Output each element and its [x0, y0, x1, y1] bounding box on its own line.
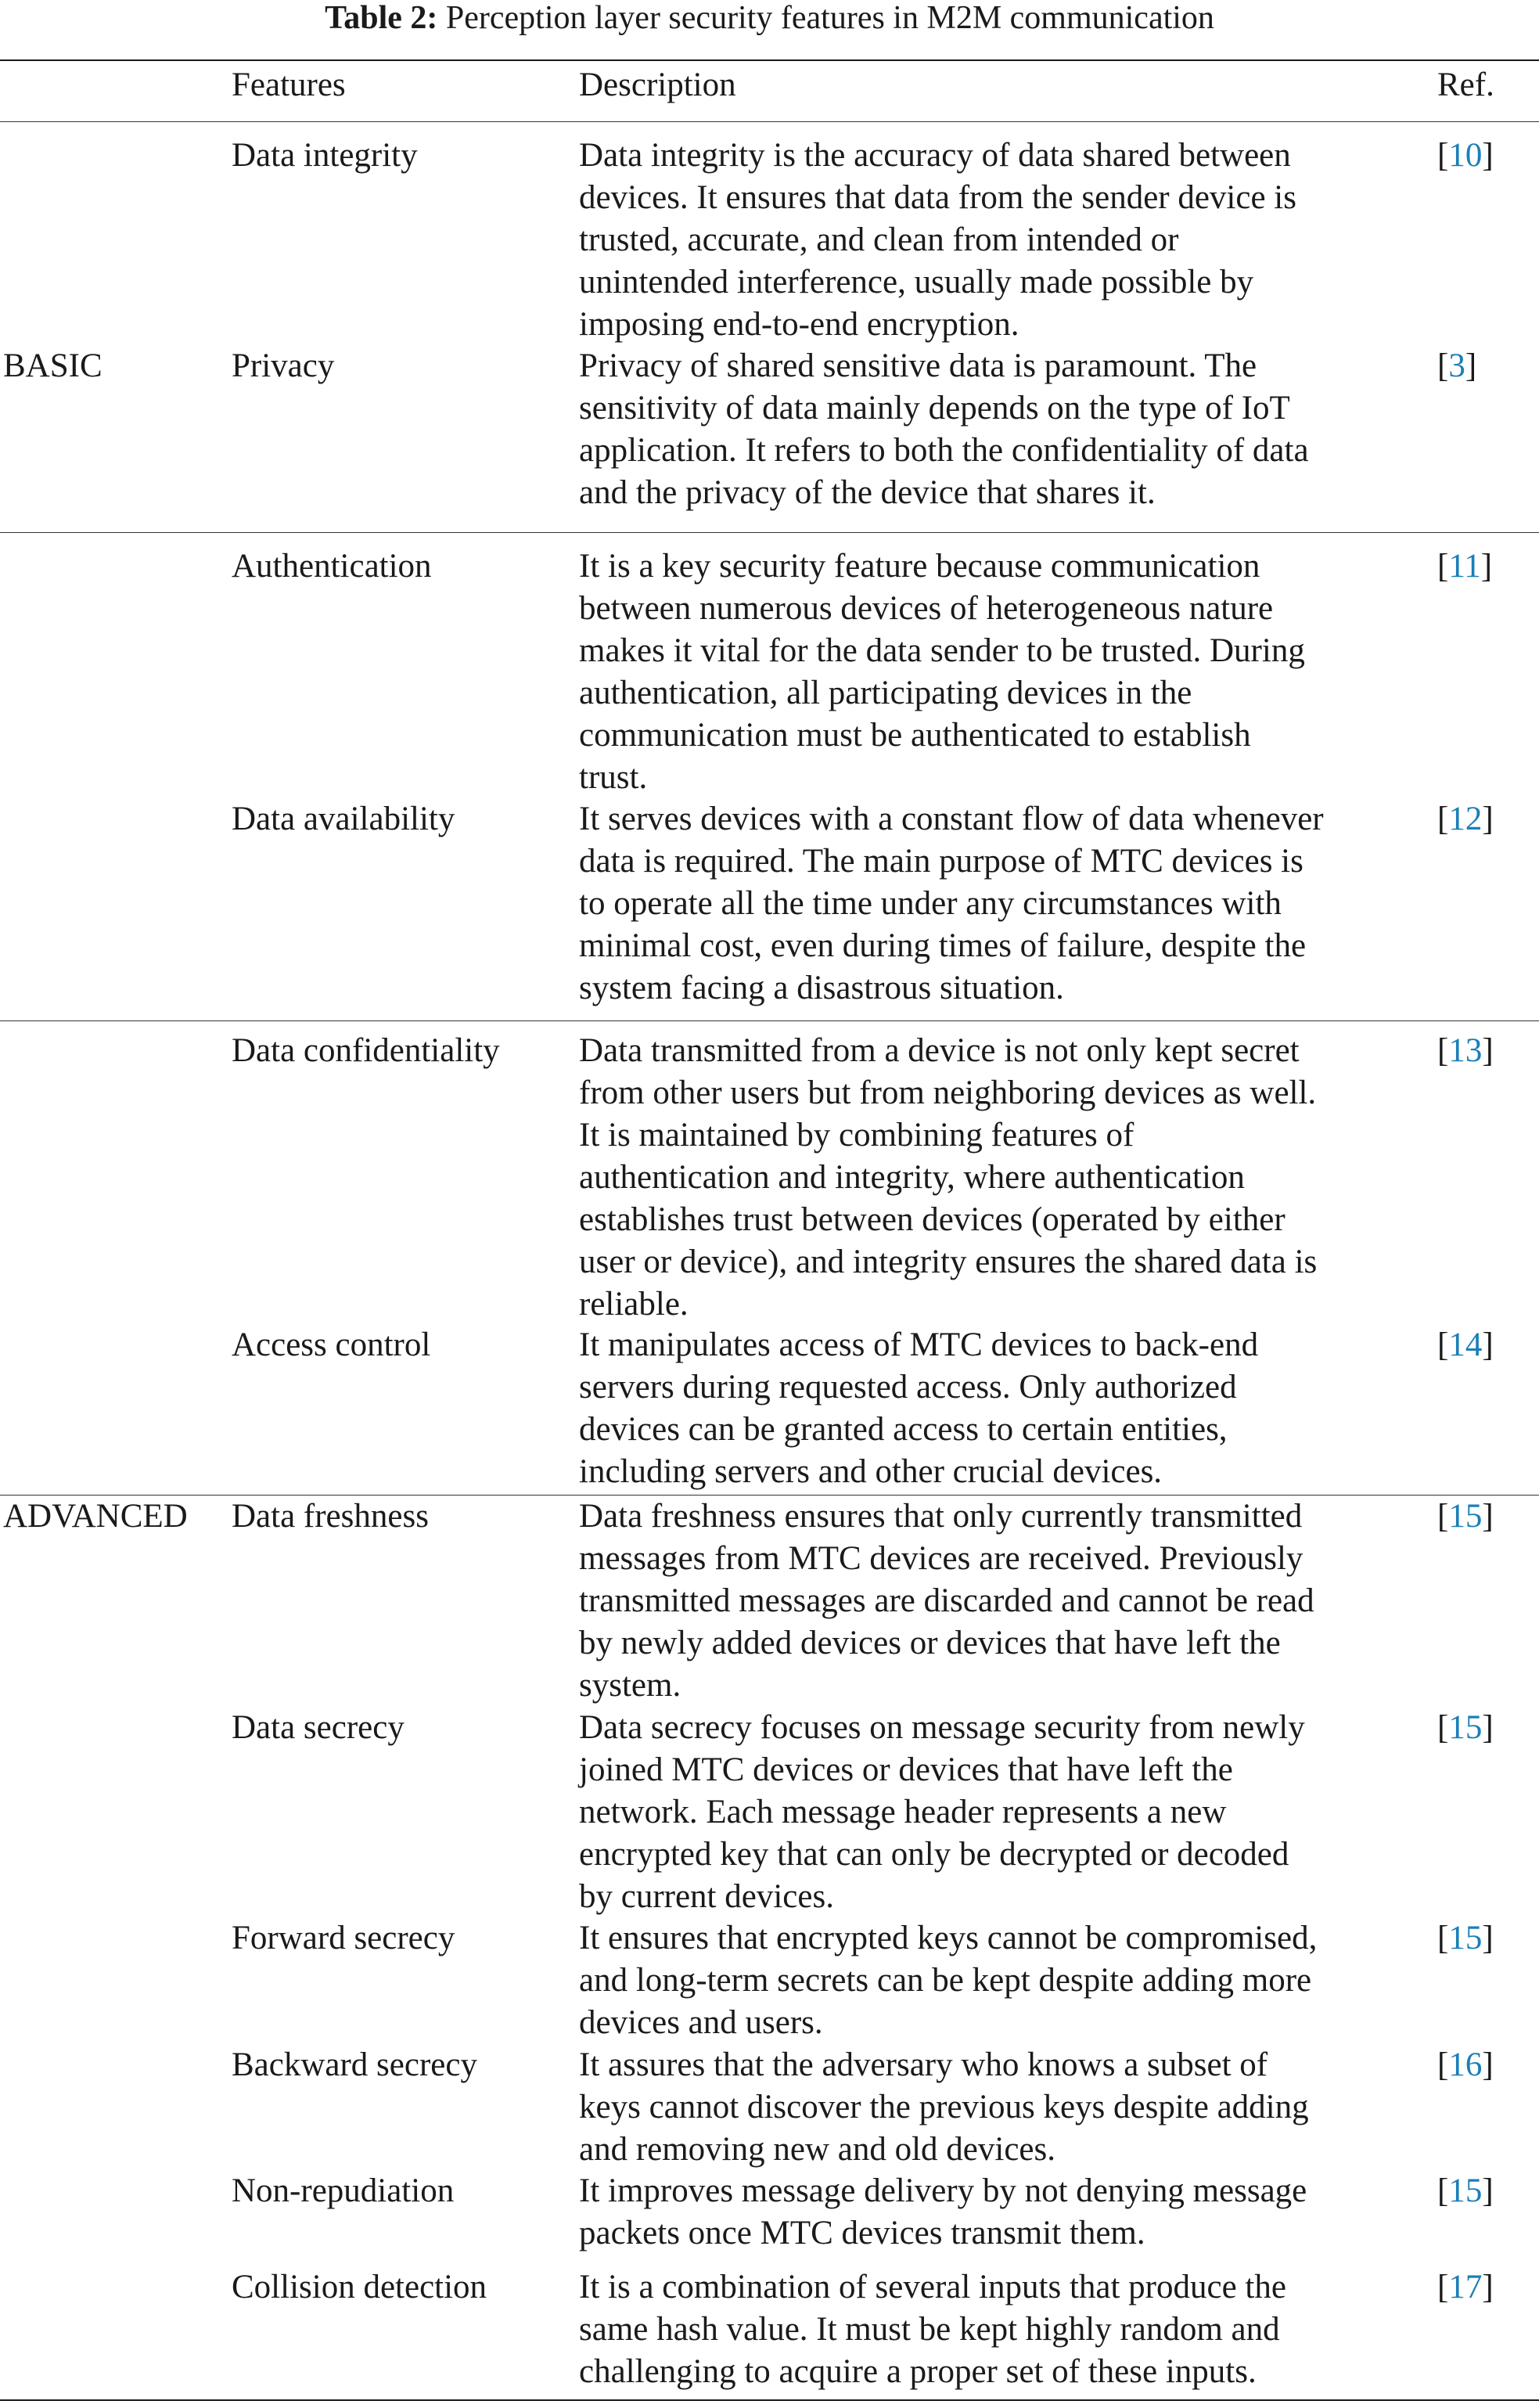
description-line: to operate all the time under any circumstances with [579, 885, 1282, 922]
feature-cell: Authentication [232, 548, 432, 585]
description-line: establishes trust between devices (operated by either [579, 1201, 1285, 1238]
feature-cell: Data integrity [232, 137, 418, 174]
description-line: makes it vital for the data sender to be trusted. During [579, 632, 1305, 669]
description-cell [579, 345, 1309, 514]
ref-link[interactable]: [11] [1437, 548, 1493, 585]
ref-link[interactable]: [15] [1437, 1920, 1494, 1956]
section-rule-1 [0, 532, 1539, 533]
ref-number[interactable]: 16 [1448, 2046, 1483, 2083]
feature-cell: Non-repudiation [232, 2172, 455, 2209]
feature-cell: Forward secrecy [232, 1920, 455, 1956]
description-cell [579, 1496, 1314, 1707]
ref-link[interactable]: [15] [1437, 1709, 1494, 1746]
description-line: Data freshness ensures that only currently transmitted [579, 1498, 1303, 1535]
description-line: Data secrecy focuses on message security from newly [579, 1709, 1305, 1746]
description-line: Data integrity is the accuracy of data shared between [579, 137, 1291, 174]
description-cell [579, 1707, 1305, 1918]
description-line: unintended interference, usually made possible by [579, 264, 1254, 301]
description-line: messages from MTC devices are received. Previously [579, 1540, 1303, 1577]
description-cell [579, 2044, 1309, 2171]
header-features: Features [232, 67, 346, 103]
description-line: devices. It ensures that data from the sender device is [579, 179, 1296, 216]
description-line: authentication, all participating devices in the [579, 675, 1192, 711]
description-line: application. It refers to both the confidentiality of data [579, 432, 1309, 469]
description-line: and long-term secrets can be kept despite adding more [579, 1962, 1312, 1999]
description-line: same hash value. It must be kept highly random and [579, 2311, 1280, 2348]
ref-number[interactable]: 15 [1448, 1709, 1483, 1746]
ref-link[interactable]: [10] [1437, 137, 1494, 174]
description-line: It manipulates access of MTC devices to back-end [579, 1326, 1259, 1363]
feature-cell: Data availability [232, 801, 455, 837]
ref-number[interactable]: 13 [1448, 1032, 1483, 1069]
description-cell [579, 2170, 1307, 2255]
description-line: It assures that the adversary who knows a subset of [579, 2046, 1268, 2083]
description-line: between numerous devices of heterogeneous nature [579, 590, 1274, 627]
table-bottom-rule [0, 2399, 1539, 2401]
description-line: transmitted messages are discarded and cannot be read [579, 1582, 1314, 1619]
group-label-basic: BASIC [3, 347, 102, 384]
description-line: network. Each message header represents a new [579, 1794, 1227, 1830]
description-line: trusted, accurate, and clean from intended or [579, 221, 1179, 258]
description-line: minimal cost, even during times of failure, despite the [579, 927, 1307, 964]
ref-link[interactable]: [17] [1437, 2269, 1494, 2305]
description-line: encrypted key that can only be decrypted or decoded [579, 1836, 1289, 1873]
header-ref: Ref. [1437, 67, 1494, 103]
ref-number[interactable]: 15 [1448, 1920, 1483, 1956]
ref-number[interactable]: 3 [1448, 347, 1465, 384]
description-line: Data transmitted from a device is not only kept secret [579, 1032, 1300, 1069]
description-line: keys cannot discover the previous keys despite adding [579, 2089, 1309, 2125]
description-line: It ensures that encrypted keys cannot be compromised, [579, 1920, 1318, 1956]
description-cell [579, 545, 1305, 799]
ref-number[interactable]: 12 [1448, 801, 1483, 837]
ref-link[interactable]: [12] [1437, 801, 1494, 837]
description-cell [579, 798, 1324, 1010]
description-line: imposing end-to-end encryption. [579, 306, 1019, 343]
description-line: It improves message delivery by not denying message [579, 2172, 1307, 2209]
ref-number[interactable]: 17 [1448, 2269, 1483, 2305]
description-line: system facing a disastrous situation. [579, 970, 1064, 1006]
description-line: devices can be granted access to certain entities, [579, 1411, 1228, 1448]
ref-number[interactable]: 10 [1448, 137, 1483, 174]
description-line: by newly added devices or devices that have left the [579, 1625, 1281, 1661]
feature-cell: Backward secrecy [232, 2046, 477, 2083]
ref-link[interactable]: [15] [1437, 1498, 1494, 1535]
description-line: authentication and integrity, where authentication [579, 1159, 1245, 1196]
feature-cell: Data secrecy [232, 1709, 405, 1746]
description-line: data is required. The main purpose of MTC devices is [579, 843, 1303, 880]
description-cell [579, 1917, 1317, 2044]
feature-cell: Data confidentiality [232, 1032, 500, 1069]
caption-label: Table 2: [325, 0, 438, 36]
ref-link[interactable]: [13] [1437, 1032, 1494, 1069]
ref-number[interactable]: 14 [1448, 1326, 1483, 1363]
header-rule [0, 121, 1539, 122]
description-line: It is a key security feature because communication [579, 548, 1260, 585]
description-line: trust. [579, 759, 648, 796]
section-rule-2 [0, 1020, 1539, 1021]
ref-link[interactable]: [3] [1437, 347, 1477, 384]
description-line: communication must be authenticated to establish [579, 717, 1251, 754]
description-line: user or device), and integrity ensures the shared data is [579, 1244, 1318, 1280]
description-line: joined MTC devices or devices that have left the [579, 1751, 1233, 1788]
description-line: It is a combination of several inputs that produce the [579, 2269, 1286, 2305]
feature-cell: Collision detection [232, 2269, 487, 2305]
feature-cell: Access control [232, 1326, 431, 1363]
description-line: packets once MTC devices transmit them. [579, 2215, 1145, 2251]
ref-number[interactable]: 15 [1448, 1498, 1483, 1535]
description-line: by current devices. [579, 1878, 834, 1915]
group-label-advanced: ADVANCED [3, 1498, 188, 1535]
ref-link[interactable]: [14] [1437, 1326, 1494, 1363]
description-line: challenging to acquire a proper set of these inputs. [579, 2353, 1257, 2390]
description-line: It is maintained by combining features of [579, 1117, 1134, 1154]
description-line: and the privacy of the device that shares it. [579, 474, 1156, 511]
description-line: It serves devices with a constant flow of data whenever [579, 801, 1324, 837]
description-line: servers during requested access. Only authorized [579, 1369, 1237, 1406]
description-cell [579, 2266, 1286, 2393]
ref-link[interactable]: [15] [1437, 2172, 1494, 2209]
description-line: sensitivity of data mainly depends on the type of IoT [579, 390, 1290, 427]
feature-cell: Privacy [232, 347, 335, 384]
description-line: including servers and other crucial devices. [579, 1453, 1163, 1490]
description-line: from other users but from neighboring devices as well. [579, 1074, 1317, 1111]
ref-number[interactable]: 11 [1448, 548, 1481, 585]
description-line: reliable. [579, 1286, 689, 1323]
description-line: and removing new and old devices. [579, 2131, 1055, 2168]
table-top-rule [0, 59, 1539, 61]
ref-number[interactable]: 15 [1448, 2172, 1483, 2209]
caption-title: Perception layer security features in M2M communication [445, 0, 1214, 36]
description-line: devices and users. [579, 2004, 823, 2041]
ref-link[interactable]: [16] [1437, 2046, 1494, 2083]
description-cell [579, 1324, 1258, 1493]
feature-cell: Data freshness [232, 1498, 429, 1535]
description-cell [579, 1030, 1317, 1326]
description-cell [579, 135, 1296, 346]
description-line: Privacy of shared sensitive data is paramount. The [579, 347, 1257, 384]
description-line: system. [579, 1667, 681, 1704]
header-description: Description [579, 67, 736, 103]
table-caption [0, 0, 1539, 36]
